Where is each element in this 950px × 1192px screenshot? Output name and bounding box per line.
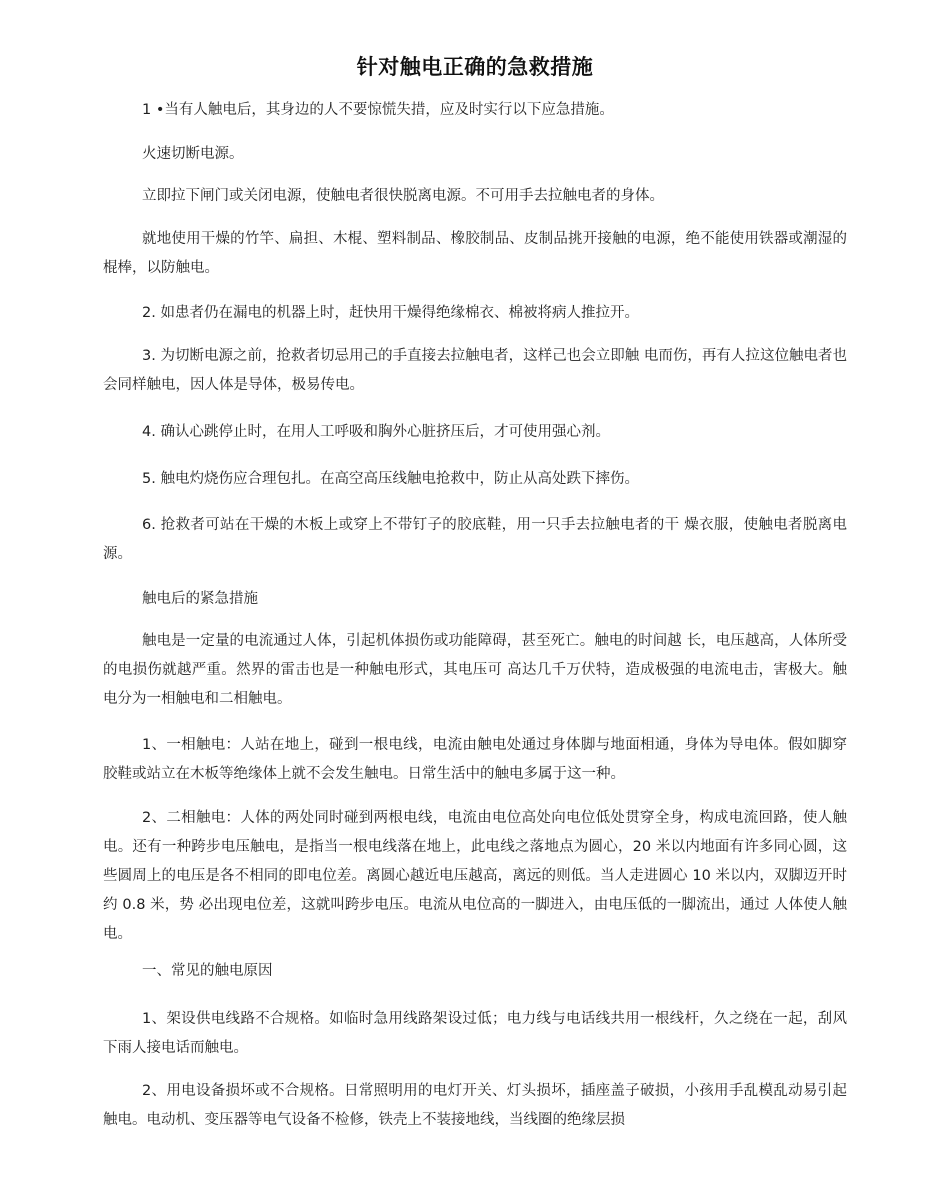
paragraph: 3. 为切断电源之前，抢救者切忌用己的手直接去拉触电者，这样己也会立即触 电而伤，再有人拉这位触电者也会同样触电，因人体是导体，极易传电。 xyxy=(103,348,847,393)
paragraph: 1、一相触电：人站在地上，碰到一根电线，电流由触电处通过身体脚与地面相通，身体为导电体。假如脚穿胶鞋或站立在木板等绝缘体上就不会发生触电。日常生活中的触电多属于这一种。 xyxy=(103,737,847,782)
paragraph: 火速切断电源。 xyxy=(142,146,244,162)
paragraph: 4. 确认心跳停止时，在用人工呼吸和胸外心脏挤压后，才可使用强心剂。 xyxy=(142,424,610,440)
section-heading: 一、常见的触电原因 xyxy=(142,963,273,979)
paragraph: 就地使用干燥的竹竿、扁担、木棍、塑料制品、橡胶制品、皮制品挑开接触的电源，绝不能使用铁器或潮湿的棍棒，以防触电。 xyxy=(103,231,847,276)
paragraph: 1、架设供电线路不合规格。如临时急用线路架设过低；电力线与电话线共用一根线杆，久之绕在一起，刮风下雨人接电话而触电。 xyxy=(103,1011,847,1056)
paragraph: 2、用电设备损坏或不合规格。日常照明用的电灯开关、灯头损坏，插座盖子破损，小孩用手乱模乱动易引起触电。电动机、变压器等电气设备不检修，铁壳上不装接地线，当线圈的绝缘层损 xyxy=(103,1083,847,1128)
paragraph: 立即拉下闸门或关闭电源，使触电者很快脱离电源。不可用手去拉触电者的身体。 xyxy=(142,188,664,204)
paragraph: 2、二相触电：人体的两处同时碰到两根电线，电流由电位高处向电位低处贯穿全身，构成电流回路，使人触电。还有一种跨步电压触电，是指当一根电线落在地上，此电线之落地点为圆心，20 米以内地面有许多同心圆，这些圆周上的电压是各不相同的即电位差。离圆心越近电压越高，离远的则低。当人走进圆心 10 米以内，双脚迈开时约 0.8 米，势 必出现电位差，这就叫跨步电压。电流从电位高的一脚进入，由电压低的一脚流出，通过 人体使人触电。 xyxy=(103,810,847,942)
paragraph: 6. 抢救者可站在干燥的木板上或穿上不带钉子的胶底鞋，用一只手去拉触电者的干 燥衣服，使触电者脱离电源。 xyxy=(103,517,847,562)
paragraph: 1 •当有人触电后，其身边的人不要惊慌失措，应及时实行以下应急措施。 xyxy=(142,102,614,118)
section-heading: 触电后的紧急措施 xyxy=(142,591,258,607)
document-title: 针对触电正确的急救措施 xyxy=(356,55,594,80)
paragraph: 触电是一定量的电流通过人体，引起机体损伤或功能障碍，甚至死亡。触电的时间越 长，电压越高，人体所受的电损伤就越严重。然界的雷击也是一种触电形式，其电压可 高达几千万伏特，造成极强的电流电击，害极大。触电分为一相触电和二相触电。 xyxy=(103,633,847,707)
paragraph: 2. 如患者仍在漏电的机器上时，赶快用干燥得绝缘棉衣、棉被将病人推拉开。 xyxy=(142,305,639,321)
paragraph: 5. 触电灼烧伤应合理包扎。在高空高压线触电抢救中，防止从高处跌下摔伤。 xyxy=(142,471,639,487)
